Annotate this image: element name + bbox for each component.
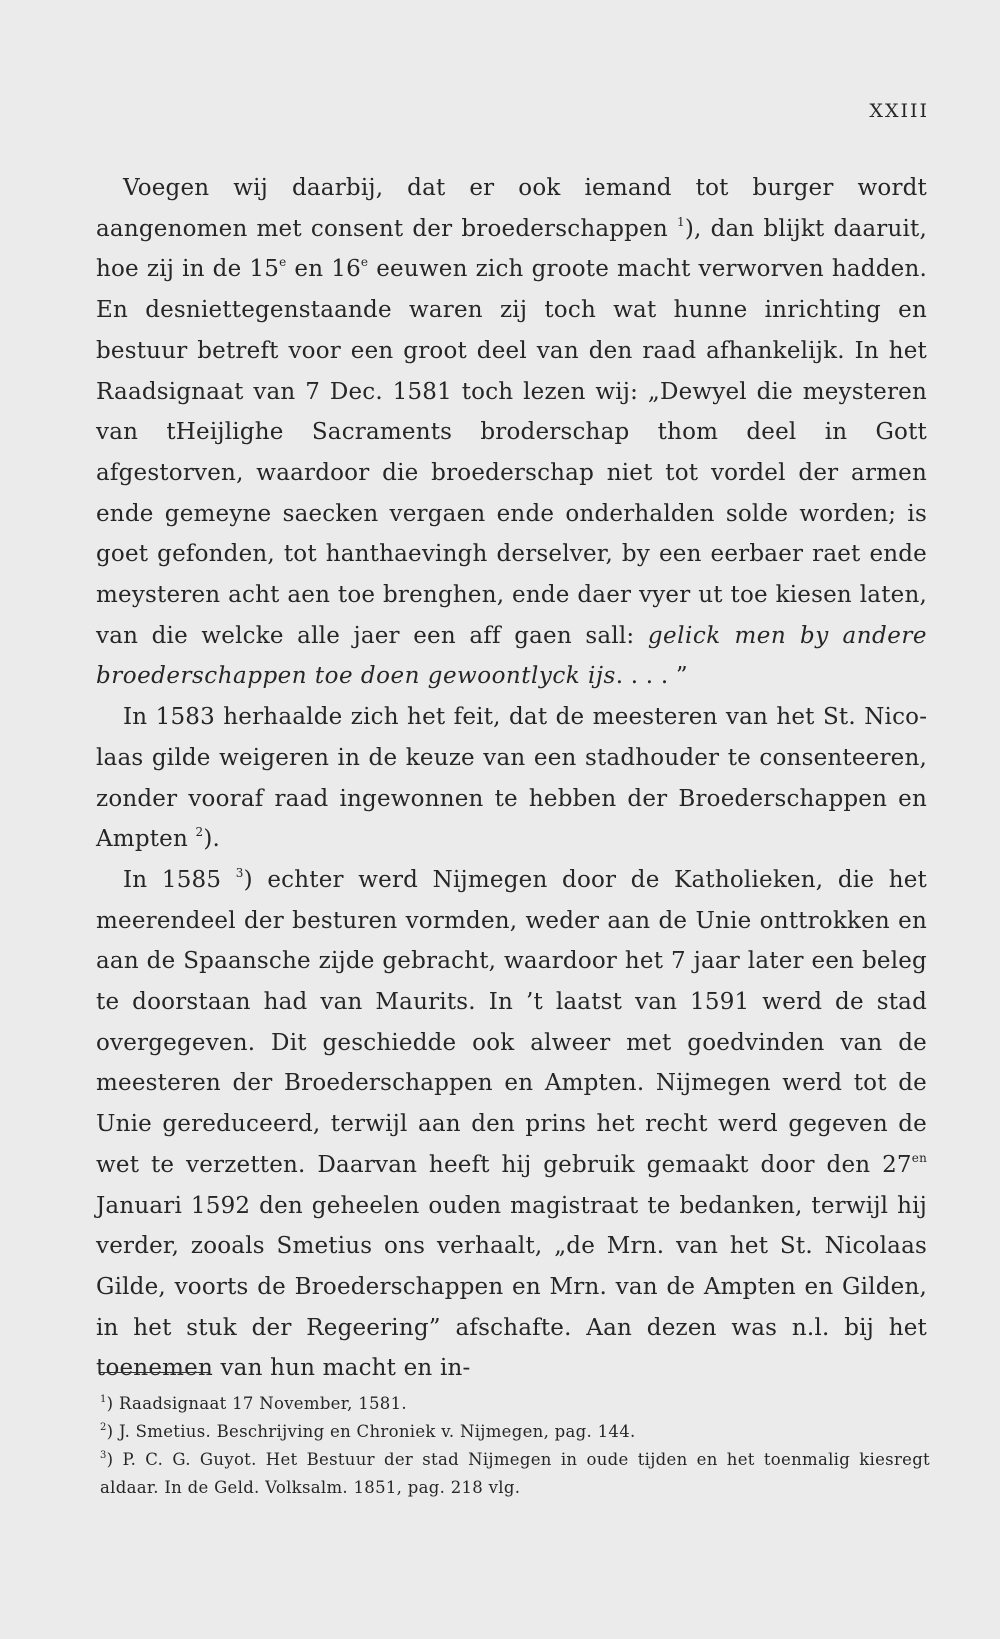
text-run: eeuwen zich groote macht verworven hadden. En desniettegenstaande waren zij toch wat hunne inrichting en bestuur betreft voor een groot deel van den raad afhankelijk. In het Raadsignaat van 7 Dec. 1581 toch lezen wij: „Dewyel die meysteren van tHeijlighe Sacraments broderschap thom deel in Gott afgestorven, waardoor die broederschap niet tot vordel der armen ende gemeyne saecken vergaen ende onderhalden solde worden; is goet gefonden, tot hanthaevingh derselver, by een eerbaer raet ende meysteren acht aen toe brenghen, ende daer vyer ut toe kiesen laten, van die welcke alle jaer een aff gaen sall: [96,256,927,649]
footnote-2 [100,1418,930,1446]
footnote-marker: 2 [100,1422,107,1433]
text-run: ). [203,826,221,853]
text-run: In 1583 herhaalde zich het feit, dat de meesteren van het St. Nicolaas gilde weigeren in de keuze van een stadhouder te consenteeren, zonder vooraf raad ingewonnen te hebben der Broederschappen en Ampten [96,704,927,853]
footnote-text: ) P. C. G. Guyot. Het Bestuur der stad Nijmegen in oude tijden en het toenmalig kiesregt aldaar. In de Geld. Volksalm. 1851, pag. 218 vlg. [100,1450,930,1497]
text-run: Januari 1592 den geheelen ouden magistraat te bedanken, terwijl hij verder, zooals Smetius ons verhaalt, „de Mrn. van het St. Nicolaas Gilde, voorts de Broederschappen en Mrn. van de Ampten en Gilden, in het stuk der Regeering” afschafte. Aan dezen was n.l. bij het toenemen van hun macht en in- [96,1192,927,1382]
footnote-marker: 3 [100,1450,107,1461]
ordinal-superscript: en [911,1150,927,1165]
footnote-text: ) J. Smetius. Beschrijving en Chroniek v. Nijmegen, pag. 144. [106,1422,636,1441]
paragraph-1 [96,168,927,697]
paragraph-3 [96,860,927,1389]
footnotes [100,1390,930,1502]
footnote-ref-3: 3 [235,865,244,880]
ordinal-superscript: e [279,255,287,270]
ordinal-superscript: e [360,255,369,270]
footnote-divider [100,1372,210,1373]
footnote-1 [100,1390,930,1418]
page-number: XXIII [869,100,929,122]
text-run: en 16 [286,256,361,283]
footnote-text: ) Raadsignaat 17 November, 1581. [106,1394,407,1413]
footnote-ref-1: 1 [677,214,685,229]
text-run: ) echter werd Nijmegen door de Katholieken, die het meerendeel der besturen vormden, weder aan de Unie onttrokken en aan de Spaansche zijde gebracht, waardoor het 7 jaar later een beleg te doorstaan had van Maurits. In ’t laatst van 1591 werd de stad overgegeven. Dit geschiedde ook alweer met goedvinden van de meesteren der Broederschappen en Ampten. Nijmegen werd tot de Unie gereduceerd, terwijl aan den prins het recht werd gegeven de wet te verzetten. Daarvan heeft hij gebruik gemaakt door den 27 [96,866,927,1178]
italic-quote: gelick men by andere broederschappen toe doen gewoontlyck ijs [96,622,927,690]
footnote-marker: 1 [100,1394,107,1405]
paragraph-2 [96,697,927,860]
text-run: Voegen wij daarbij, dat er ook iemand tot burger wordt aangenomen met consent der broederschappen [96,175,927,242]
text-run: ), dan blijkt daaruit, hoe zij in de 15 [96,215,927,283]
text-run: In 1585 [123,866,236,893]
text-run: . . . . ” [615,663,688,690]
body-text [96,168,927,1389]
footnote-3 [100,1446,930,1502]
footnote-ref-2: 2 [195,825,204,840]
